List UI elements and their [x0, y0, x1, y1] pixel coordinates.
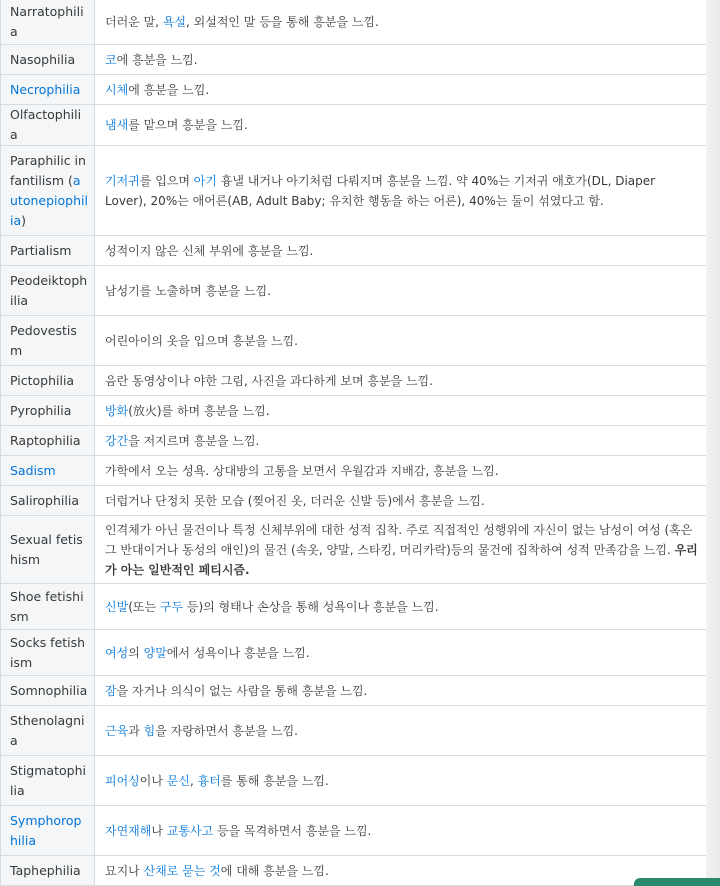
- table-row: [1, 806, 707, 856]
- term-cell: [1, 756, 95, 806]
- description-text: 을 자거나 의식이 없는 사람을 통해 흥분을 느낌.: [116, 683, 368, 698]
- description-cell: [95, 45, 707, 75]
- term-cell: [1, 396, 95, 426]
- term-text: Sexual fetishism: [10, 531, 83, 567]
- table-row: [1, 756, 707, 806]
- description-text: 더러운 말,: [105, 14, 163, 29]
- term-cell: [1, 856, 95, 886]
- description-text: 등)의 형태나 손상을 통해 성욕이나 흥분을 느낌.: [183, 599, 439, 614]
- description-text: 인격체가 아닌 물건이나 특정 신체부위에 대한 성적 집착. 주로 직접적인 성행위에 자신이 없는 남성이 여성 (혹은 그 반대이거나 동성의 애인)의 물건 (속옷, 양말, 스타킹, 머리카락)등의 물건에 집착하여 성적 만족감을 느낌.: [105, 522, 693, 557]
- description-cell: [95, 584, 707, 630]
- description-text: 에 흥분을 느낌.: [128, 82, 210, 97]
- description-text: 성적이지 않은 신체 부위에 흥분을 느낌.: [105, 243, 314, 258]
- table-row: [1, 396, 707, 426]
- description-link[interactable]: 잠: [105, 683, 117, 698]
- term-cell: [1, 0, 95, 45]
- table-row: [1, 630, 707, 676]
- description-cell: [95, 105, 707, 146]
- description-cell: [95, 236, 707, 266]
- description-text: 더럽거나 단정치 못한 모습 (찢어진 옷, 더러운 신발 등)에서 흥분을 느낌.: [105, 493, 485, 508]
- description-cell: [95, 426, 707, 456]
- table-row: [1, 75, 707, 105]
- term-cell: [1, 426, 95, 456]
- term-link[interactable]: Necrophilia: [10, 81, 81, 97]
- term-text: Peodeiktophilia: [10, 272, 88, 308]
- term-text: Taphephilia: [10, 862, 81, 878]
- description-link[interactable]: 방화: [105, 403, 129, 418]
- table-row: [1, 316, 707, 366]
- floating-button-edge[interactable]: [634, 878, 720, 886]
- description-text: 남성기를 노출하며 흥분을 느낌.: [105, 283, 271, 298]
- description-bold-text: 우리가 아는 일반적인 페티시즘.: [105, 542, 698, 577]
- term-text: Narratophilia: [10, 3, 84, 39]
- scroll-edge: [706, 0, 720, 886]
- table-row: [1, 516, 707, 584]
- term-text: Salirophilia: [10, 492, 79, 508]
- description-link[interactable]: 냄새: [105, 118, 129, 132]
- description-cell: [95, 756, 707, 806]
- table-row: [1, 426, 707, 456]
- description-text: (放火)를 하며 흥분을 느낌.: [128, 403, 270, 418]
- table-row: [1, 236, 707, 266]
- description-cell: [95, 0, 707, 45]
- description-text: 의: [128, 645, 144, 660]
- description-link[interactable]: 욕설: [162, 14, 186, 29]
- term-text: Raptophilia: [10, 432, 81, 448]
- term-cell: [1, 456, 95, 486]
- description-link[interactable]: 기저귀: [105, 173, 140, 188]
- table-row: [1, 856, 707, 886]
- term-cell: [1, 630, 95, 676]
- table-row: [1, 266, 707, 316]
- description-link[interactable]: 자연재해: [105, 823, 152, 838]
- term-cell: [1, 105, 95, 146]
- term-cell: [1, 45, 95, 75]
- description-text: 나: [151, 823, 167, 838]
- term-text: Partialism: [10, 242, 72, 258]
- description-text: 묘지나: [105, 863, 144, 878]
- term-text: Pictophilia: [10, 372, 75, 388]
- description-link[interactable]: 양말: [143, 645, 167, 660]
- description-cell: [95, 75, 707, 105]
- term-cell: [1, 486, 95, 516]
- term-cell: [1, 366, 95, 396]
- description-link[interactable]: 산채로 묻는 것: [143, 863, 221, 878]
- description-link[interactable]: 흉터: [197, 773, 221, 788]
- term-text: Sthenolagnia: [10, 712, 85, 748]
- description-text: , 외설적인 말 등을 통해 흥분을 느낌.: [186, 14, 379, 29]
- table-row: [1, 366, 707, 396]
- description-text: 를 통해 흥분을 느낌.: [220, 773, 329, 788]
- description-cell: [95, 316, 707, 366]
- description-text: 어린아이의 옷을 입으며 흥분을 느낌.: [105, 333, 298, 348]
- description-cell: [95, 456, 707, 486]
- description-text: 음란 동영상이나 야한 그림, 사진을 과다하게 보며 흥분을 느낌.: [105, 373, 433, 388]
- description-cell: [95, 806, 707, 856]
- table-row: [1, 146, 707, 236]
- description-link[interactable]: 아기: [193, 173, 217, 188]
- description-cell: [95, 516, 707, 584]
- term-cell: [1, 146, 95, 236]
- description-text: 을 자랑하면서 흥분을 느낌.: [155, 723, 298, 738]
- description-cell: [95, 146, 707, 236]
- description-cell: [95, 630, 707, 676]
- table-row: [1, 676, 707, 706]
- description-cell: [95, 676, 707, 706]
- description-cell: [95, 396, 707, 426]
- table-row: [1, 105, 707, 146]
- description-cell: [95, 486, 707, 516]
- term-text: Socks fetishism: [10, 634, 86, 670]
- description-text: 에 흥분을 느낌.: [116, 52, 198, 67]
- term-link[interactable]: Symphorophilia: [10, 812, 82, 848]
- term-text: Paraphilic infantilism (: [10, 152, 86, 188]
- table-row: [1, 0, 707, 45]
- description-text: 흉낼 내거나 아기처럼 다뤄지며 흥분을 느낌. 약 40%는 기저귀 애호가(DL, Diaper Lover), 20%는 애어른(AB, Adult Baby; 유치한 행동을 하는 어른), 40%는 둘이 섞였다고 함.: [105, 173, 656, 208]
- term-cell: [1, 266, 95, 316]
- term-link[interactable]: Sadism: [10, 462, 56, 478]
- description-text: (또는: [128, 599, 160, 614]
- description-link[interactable]: 강간: [105, 433, 129, 448]
- description-text: 에서 성욕이나 흥분을 느낌.: [166, 645, 310, 660]
- term-text: ): [21, 212, 27, 228]
- term-text: Shoe fetishism: [10, 588, 84, 624]
- description-cell: [95, 266, 707, 316]
- description-link[interactable]: 여성: [105, 645, 129, 660]
- description-link[interactable]: 코: [105, 52, 117, 67]
- description-text: 를 입으며: [139, 173, 194, 188]
- description-text: 을 저지르며 흥분을 느낌.: [128, 433, 260, 448]
- table-body: [1, 0, 707, 886]
- term-cell: [1, 75, 95, 105]
- term-text: Olfactophilia: [10, 107, 82, 142]
- description-text: 가학에서 오는 성욕. 상대방의 고통을 보면서 우월감과 지배감, 흥분을 느낌.: [105, 463, 499, 478]
- term-text: Somnophilia: [10, 682, 88, 698]
- term-cell: [1, 706, 95, 756]
- term-cell: [1, 584, 95, 630]
- description-text: 과: [128, 723, 144, 738]
- table-row: [1, 456, 707, 486]
- term-text: Pyrophilia: [10, 402, 72, 418]
- description-link[interactable]: 신발: [105, 599, 129, 614]
- term-cell: [1, 806, 95, 856]
- term-text: Stigmatophilia: [10, 762, 86, 798]
- description-link[interactable]: 근육: [105, 723, 129, 738]
- table-row: [1, 486, 707, 516]
- table-row: [1, 584, 707, 630]
- description-cell: [95, 706, 707, 756]
- description-text: ,: [189, 773, 198, 788]
- description-link[interactable]: 교통사고: [166, 823, 214, 838]
- term-cell: [1, 236, 95, 266]
- term-text: Nasophilia: [10, 51, 76, 67]
- table-row: [1, 45, 707, 75]
- term-text: Pedovestism: [10, 322, 77, 358]
- description-text: 에 대해 흥분을 느낌.: [220, 863, 329, 878]
- description-cell: [95, 856, 707, 886]
- description-text: 등을 목격하면서 흥분을 느낌.: [213, 823, 372, 838]
- description-link[interactable]: 시체: [105, 82, 129, 97]
- description-link[interactable]: 힘: [143, 723, 156, 738]
- table-row: [1, 706, 707, 756]
- description-cell: [95, 366, 707, 396]
- term-cell: [1, 316, 95, 366]
- description-link[interactable]: 피어싱: [105, 773, 140, 788]
- description-link[interactable]: 구두: [159, 599, 184, 614]
- description-text: 를 맡으며 흥분을 느낌.: [128, 118, 248, 132]
- description-text: 이나: [139, 773, 167, 788]
- term-cell: [1, 516, 95, 584]
- description-link[interactable]: 문신: [166, 773, 190, 788]
- term-cell: [1, 676, 95, 706]
- term-link[interactable]: autonepiophilia: [10, 172, 88, 228]
